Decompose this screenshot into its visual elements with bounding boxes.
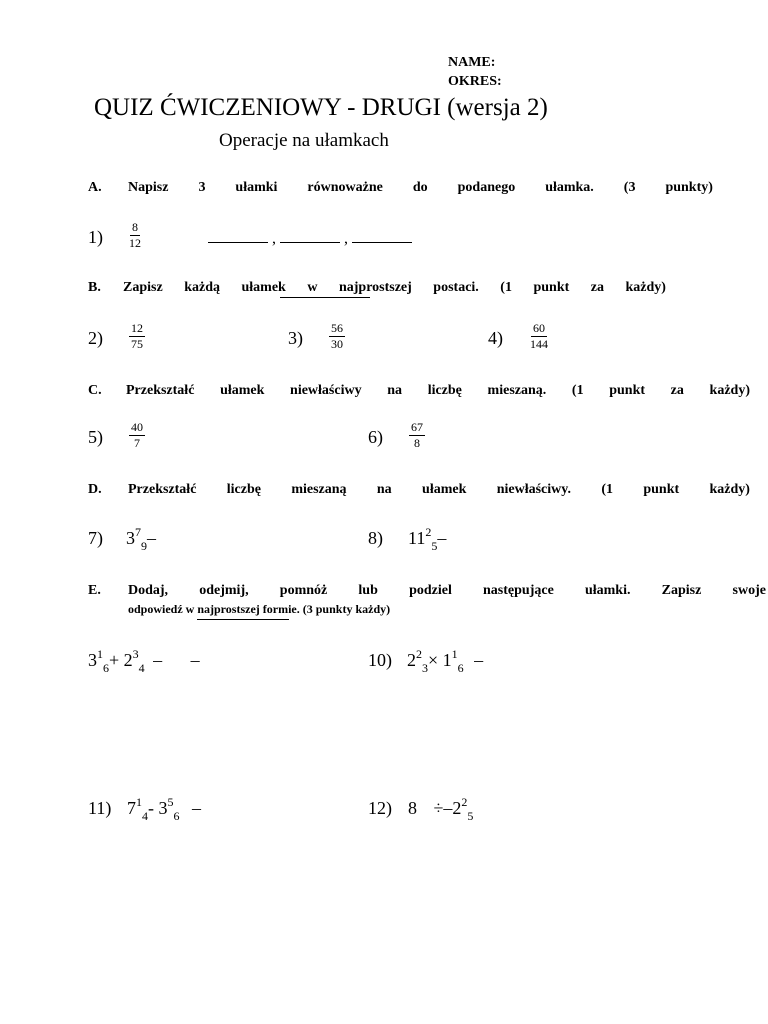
- instruction-word: pomnóż: [279, 583, 328, 598]
- instruction-word: do: [412, 180, 428, 195]
- operator: ×: [428, 650, 439, 670]
- instruction-word: na: [387, 383, 403, 398]
- fraction-numerator: 3: [132, 647, 139, 661]
- question-8-number: 8): [368, 528, 383, 548]
- whole-part: 3: [88, 650, 97, 670]
- instruction-word: każdą: [184, 280, 220, 295]
- instruction-word: (1: [601, 482, 614, 497]
- instruction-word: ułamek: [220, 383, 265, 398]
- section-e-instruction-line2: odpowiedź w najprostszej formie. (3 punkty każdy): [128, 602, 391, 616]
- dash: –: [153, 650, 163, 670]
- dash: –: [192, 798, 201, 818]
- fraction-denominator: 4: [138, 661, 145, 675]
- question-12-expression: [408, 795, 474, 823]
- fraction-numerator: 40: [131, 420, 143, 434]
- instruction-word: ułamek: [422, 482, 467, 497]
- fraction-numerator: 56: [331, 321, 343, 335]
- question-1-answers: [208, 228, 412, 248]
- fraction-numerator: 8: [132, 220, 138, 234]
- fraction-denominator: 12: [129, 236, 141, 250]
- fraction-denominator: 6: [173, 809, 180, 823]
- instruction-word: równoważne: [307, 180, 383, 195]
- fraction-numerator: 5: [167, 795, 174, 809]
- question-4-fraction: [530, 322, 548, 351]
- operator: -: [148, 798, 154, 818]
- fraction-numerator: 2: [425, 525, 432, 539]
- instruction-word: liczbę: [226, 482, 261, 497]
- okres-label: OKRES:: [448, 74, 502, 89]
- instruction-word: postaci.: [433, 280, 479, 295]
- section-a-label: A.: [88, 180, 102, 195]
- question-10-number: 10): [368, 650, 392, 670]
- fraction-numerator: 60: [533, 321, 545, 335]
- instruction-word: (3: [623, 180, 636, 195]
- dash: –: [443, 798, 453, 818]
- page-subtitle: Operacje na ułamkach: [219, 130, 389, 151]
- underline-decoration: [197, 619, 289, 620]
- page-title: QUIZ ĆWICZENIOWY - DRUGI (wersja 2): [94, 94, 548, 121]
- fraction-denominator: 5: [467, 809, 474, 823]
- whole-part: 11: [408, 528, 426, 548]
- instruction-word: mieszaną.: [487, 383, 547, 398]
- question-4-number: 4): [488, 328, 503, 348]
- instruction-word: 3: [198, 180, 206, 195]
- section-e-label: E.: [88, 583, 101, 598]
- instruction-word: (1: [571, 383, 584, 398]
- name-label: NAME:: [448, 55, 496, 70]
- answer-blank-3[interactable]: [352, 228, 412, 243]
- question-6-fraction: [409, 421, 425, 450]
- instruction-word: punkty): [665, 180, 713, 195]
- fraction-denominator: 5: [431, 539, 438, 553]
- underline-decoration: [280, 297, 370, 298]
- dash: –: [190, 650, 200, 670]
- question-1-fraction: [129, 221, 141, 250]
- instruction-word: niewłaściwy: [290, 383, 362, 398]
- whole-part: 2: [123, 650, 133, 670]
- instruction-word: ułamki: [235, 180, 278, 195]
- question-9-expression: [88, 647, 200, 675]
- section-a-words: [128, 180, 713, 196]
- instruction-word: odejmij,: [199, 583, 249, 598]
- instruction-word: w: [307, 280, 318, 295]
- instruction-word: każdy): [709, 482, 750, 497]
- instruction-word: Zapisz: [661, 583, 702, 598]
- question-5-number: 5): [88, 427, 103, 447]
- question-3-fraction: [329, 322, 345, 351]
- question-8-mixed-number: [408, 525, 447, 553]
- instruction-word: podanego: [457, 180, 516, 195]
- section-c-words: [126, 383, 750, 399]
- instruction-word: za: [590, 280, 604, 295]
- instruction-word: (1: [500, 280, 512, 295]
- instruction-word: Zapisz: [123, 280, 163, 295]
- question-1-number: 1): [88, 227, 103, 247]
- fraction-denominator: 8: [414, 436, 420, 450]
- whole-part: 3: [158, 798, 168, 818]
- fraction-numerator: 7: [135, 525, 141, 539]
- question-6-number: 6): [368, 427, 383, 447]
- question-5-fraction: [129, 421, 145, 450]
- instruction-word: liczbę: [427, 383, 462, 398]
- dash: –: [437, 528, 447, 548]
- dash: –: [147, 528, 156, 548]
- whole-part: 7: [127, 798, 136, 818]
- whole-part: 8: [408, 798, 417, 818]
- section-b-words: [123, 280, 666, 296]
- fraction-denominator: 4: [142, 809, 148, 823]
- instruction-word: punkt: [609, 383, 646, 398]
- instruction-word: każdy): [625, 280, 666, 295]
- fraction-denominator: 6: [457, 661, 464, 675]
- instruction-word: następujące: [483, 583, 554, 598]
- dash: –: [474, 650, 484, 670]
- instruction-word: każdy): [709, 383, 750, 398]
- fraction-numerator: 1: [451, 647, 458, 661]
- fraction-numerator: 67: [411, 420, 423, 434]
- instruction-word: Przekształć: [126, 383, 195, 398]
- fraction-denominator: 6: [103, 661, 109, 675]
- question-12-number: 12): [368, 798, 392, 818]
- fraction-denominator: 30: [331, 337, 343, 351]
- instruction-word: za: [670, 383, 684, 398]
- question-3-number: 3): [288, 328, 303, 348]
- section-b-label: B.: [88, 280, 101, 295]
- fraction-denominator: 75: [131, 337, 143, 351]
- fraction-numerator: 1: [97, 647, 103, 661]
- whole-part: 2: [407, 650, 416, 670]
- instruction-word: punkt: [533, 280, 570, 295]
- instruction-word: ułamki.: [584, 583, 631, 598]
- question-2-fraction: [129, 322, 145, 351]
- section-e-words: [128, 583, 766, 599]
- fraction-numerator: 2: [416, 647, 422, 661]
- instruction-word: niewłaściwy.: [496, 482, 571, 497]
- fraction-numerator: 12: [131, 321, 143, 335]
- question-7-mixed-number: [126, 525, 156, 553]
- question-2-number: 2): [88, 328, 103, 348]
- section-c-label: C.: [88, 383, 102, 398]
- separator: ,: [344, 230, 348, 247]
- instruction-word: podziel: [409, 583, 452, 598]
- question-7-number: 7): [88, 528, 103, 548]
- fraction-denominator: 144: [530, 337, 548, 351]
- instruction-word: Dodaj,: [128, 583, 169, 598]
- whole-part: 1: [442, 650, 452, 670]
- instruction-word: najprostszej: [338, 280, 412, 295]
- question-11-expression: [127, 795, 201, 823]
- fraction-denominator: 3: [422, 661, 428, 675]
- answer-blank-1[interactable]: [208, 228, 268, 243]
- whole-part: 3: [126, 528, 135, 548]
- instruction-word: na: [376, 482, 392, 497]
- fraction-numerator: 1: [136, 795, 142, 809]
- operator: +: [109, 650, 120, 670]
- fraction-denominator: 7: [134, 436, 140, 450]
- question-11-number: 11): [88, 798, 112, 818]
- instruction-word: punkt: [643, 482, 680, 497]
- fraction-numerator: 2: [461, 795, 468, 809]
- instruction-word: ułamek: [241, 280, 286, 295]
- operator: ÷: [433, 798, 444, 818]
- instruction-word: Napisz: [128, 180, 169, 195]
- instruction-word: Przekształć: [128, 482, 197, 497]
- section-d-words: [128, 482, 750, 498]
- answer-blank-2[interactable]: [280, 228, 340, 243]
- instruction-word: swoje: [732, 583, 766, 598]
- instruction-word: lub: [358, 583, 378, 598]
- fraction-denominator: 9: [141, 539, 147, 553]
- whole-part: 2: [452, 798, 462, 818]
- section-d-label: D.: [88, 482, 102, 497]
- question-10-expression: [407, 647, 484, 675]
- separator: ,: [272, 230, 276, 247]
- instruction-word: mieszaną: [291, 482, 347, 497]
- instruction-word: ułamka.: [545, 180, 594, 195]
